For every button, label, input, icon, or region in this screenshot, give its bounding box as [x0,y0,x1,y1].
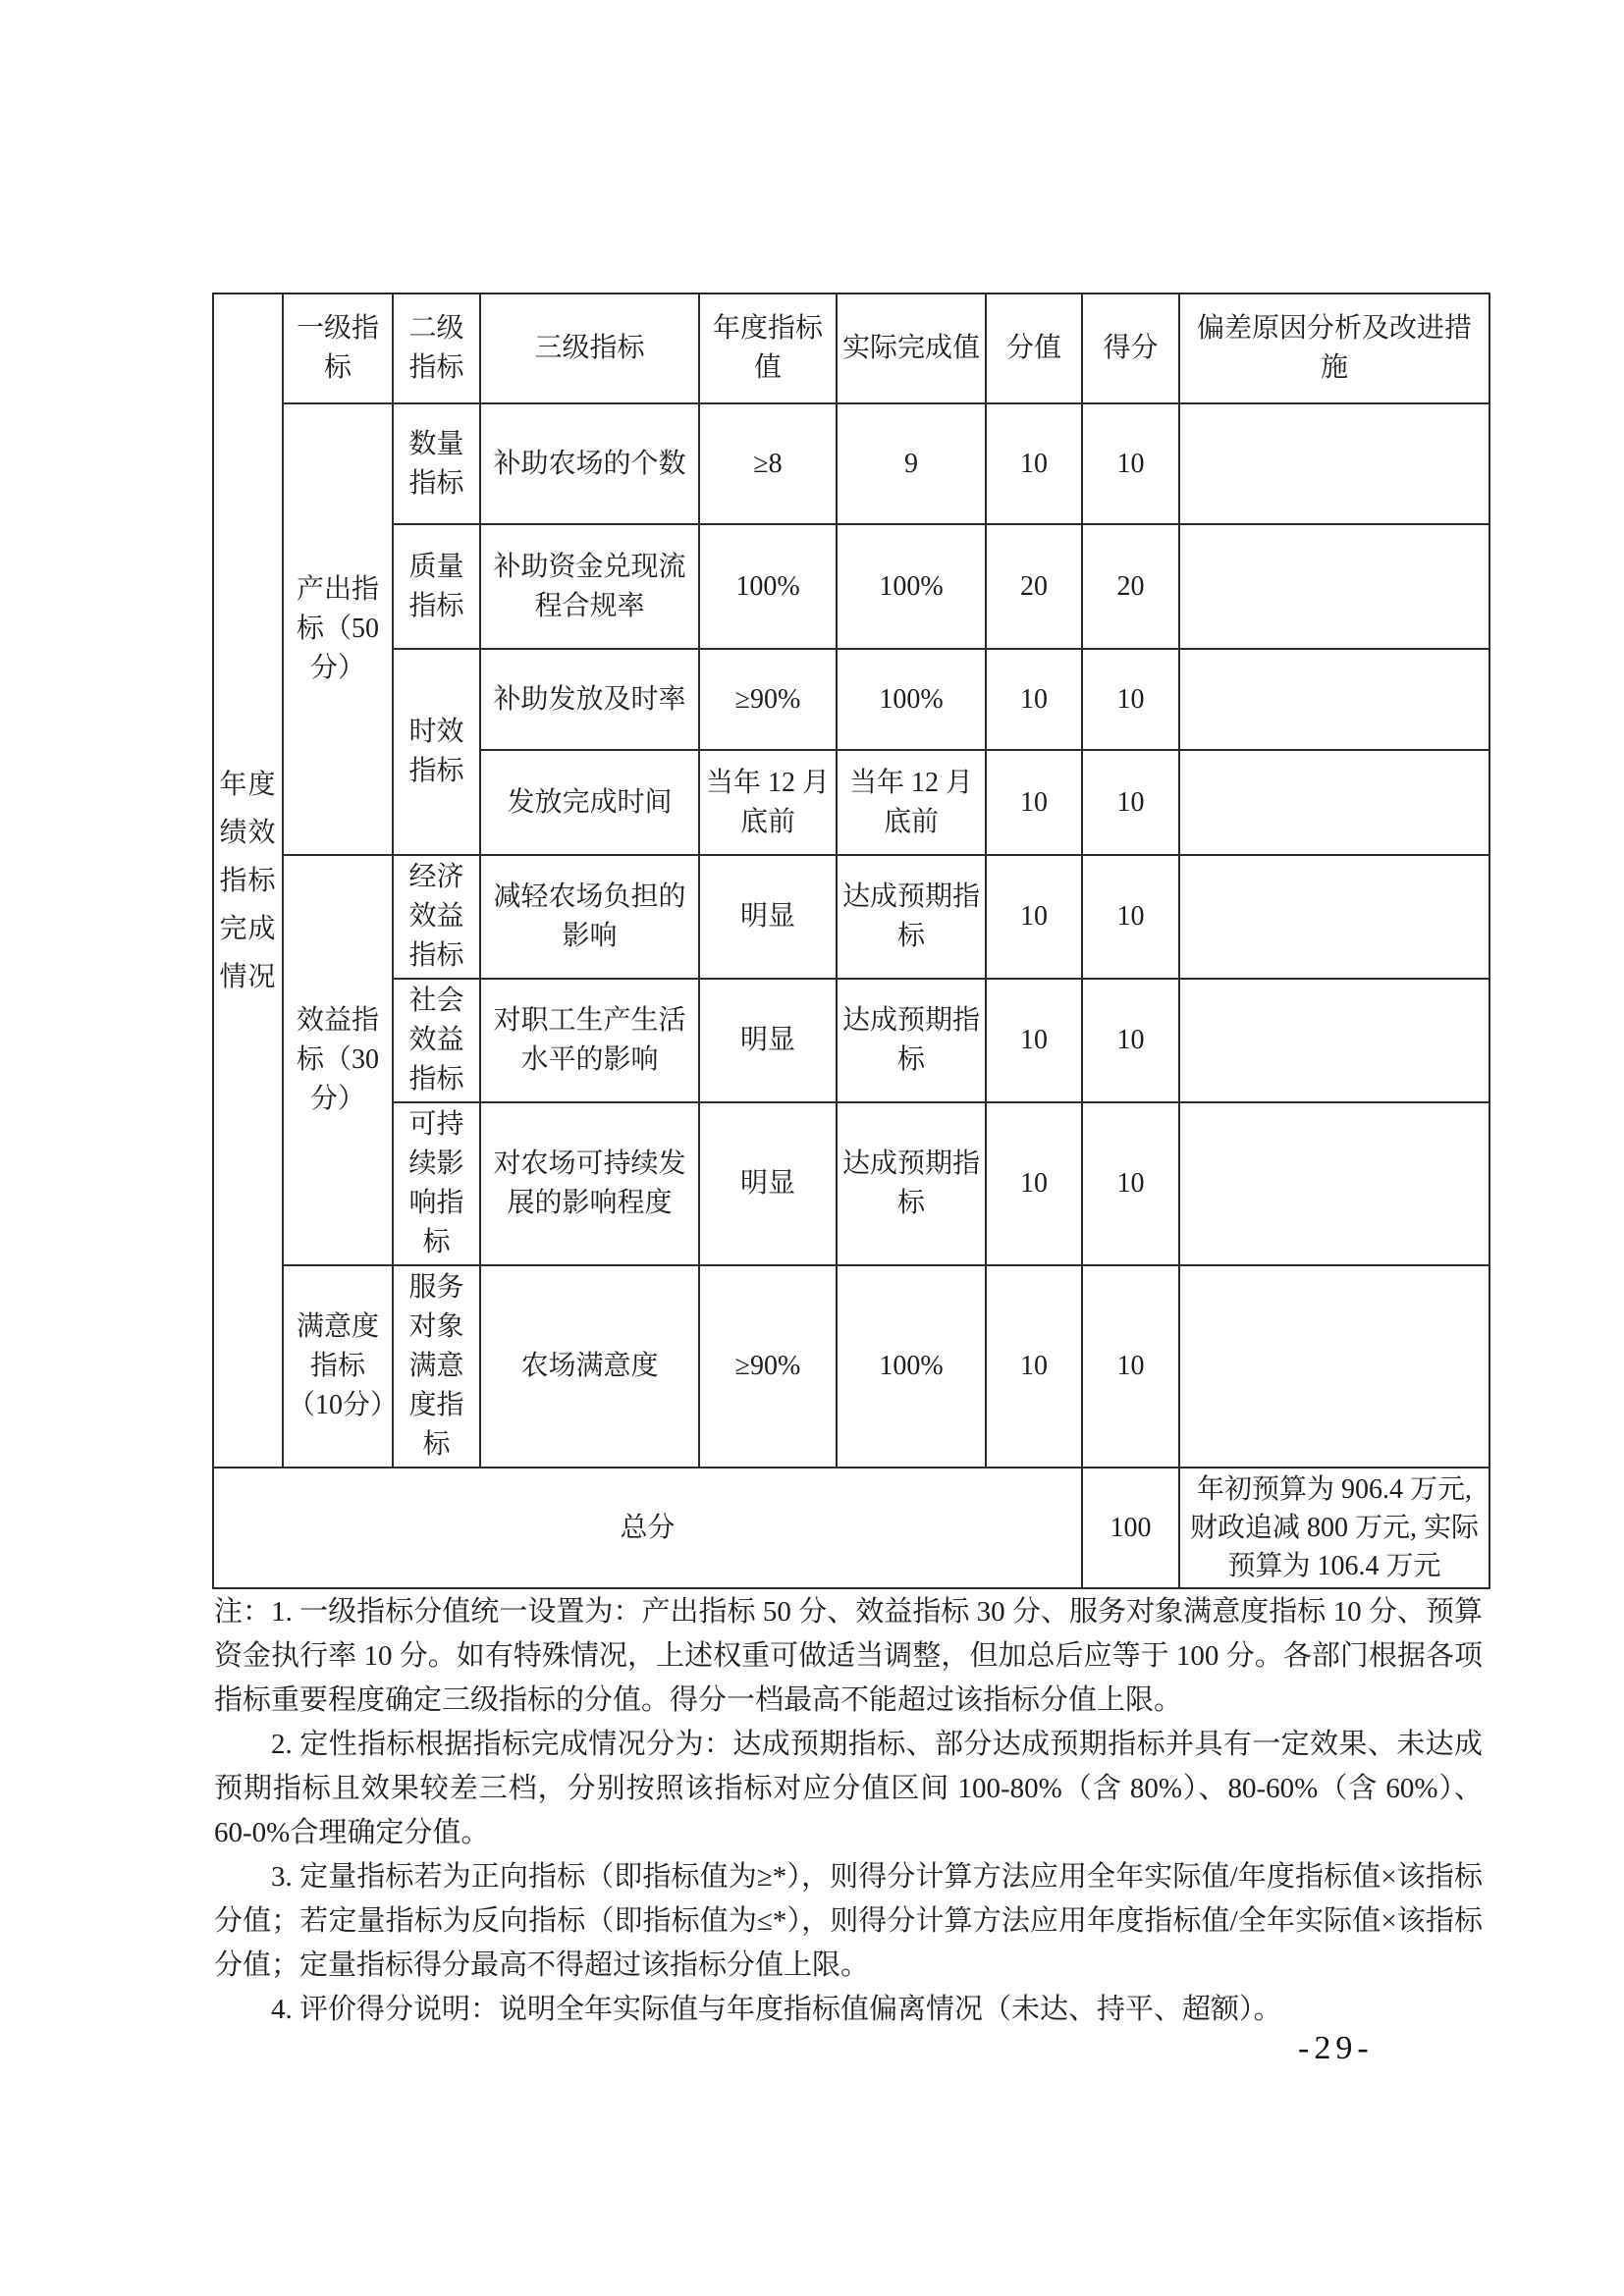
cell-actual: 9 [837,403,986,524]
header-annual-target: 年度指标值 [699,294,837,403]
page-number: -29- [1298,2030,1374,2066]
cell-score: 20 [1082,524,1179,649]
note-item: 注：1. 一级指标分值统一设置为：产出指标 50 分、效益指标 30 分、服务对象满意度指标 10 分、预算资金执行率 10 分。如有特殊情况，上述权重可做适当调整，但加总后应等于 100 分。各部门根据各项指标重要程度确定三级指标的分值。得分一档最高不能超过该指标分值上限。 [214,1596,1483,1716]
table-row [213,855,1489,979]
cell-target: 明显 [699,979,837,1102]
table-row [213,649,1489,750]
header-level3: 三级指标 [480,294,699,403]
note-item: 3. 定量指标若为正向指标（即指标值为≥*），则得分计算方法应用全年实际值/年度指标值×该指标分值；若定量指标为反向指标（即指标值为≤*），则得分计算方法应用年度指标值/全年实际值×该指标分值；定量指标得分最高不得超过该指标分值上限。 [214,1861,1483,1981]
group-benefit-cell: 效益指标（30分） [283,855,393,1265]
header-level1: 一级指标 [283,294,393,403]
cell-l3: 补助资金兑现流程合规率 [480,524,699,649]
cell-actual: 100% [837,1265,986,1468]
cell-l3: 减轻农场负担的影响 [480,855,699,979]
cell-score: 10 [1082,750,1179,855]
table-row [213,524,1489,649]
cell-l2: 时效指标 [393,649,480,855]
cell-target: 100% [699,524,837,649]
group-satisfaction-cell: 满意度指标（10分） [283,1265,393,1468]
note-item: 4. 评价得分说明：说明全年实际值与年度指标值偏离情况（未达、持平、超额）。 [271,1994,1282,2025]
total-label-cell: 总分 [213,1468,1082,1588]
table-row [213,979,1489,1102]
cell-score: 10 [1082,1102,1179,1265]
total-score-cell: 100 [1082,1468,1179,1588]
cell-points: 10 [986,1102,1082,1265]
cell-l2: 质量指标 [393,524,480,649]
footnotes [214,1590,1483,2032]
cell-target: 明显 [699,855,837,979]
table-row [213,1102,1489,1265]
cell-l2: 服务对象满意度指标 [393,1265,480,1468]
cell-l2: 可持续影响指标 [393,1102,480,1265]
header-row [213,294,1489,403]
total-remark-cell: 年初预算为 906.4 万元, 财政追减 800 万元, 实际预算为 106.4 万元 [1179,1468,1489,1588]
cell-points: 10 [986,750,1082,855]
header-actual: 实际完成值 [837,294,986,403]
cell-l3: 对职工生产生活水平的影响 [480,979,699,1102]
cell-l2: 数量指标 [393,403,480,524]
cell-deviation [1179,1102,1489,1265]
cell-target: 明显 [699,1102,837,1265]
cell-deviation [1179,649,1489,750]
cell-target: ≥8 [699,403,837,524]
header-points: 分值 [986,294,1082,403]
cell-score: 10 [1082,979,1179,1102]
cell-deviation [1179,403,1489,524]
cell-score: 10 [1082,1265,1179,1468]
header-score: 得分 [1082,294,1179,403]
cell-score: 10 [1082,855,1179,979]
cell-score: 10 [1082,403,1179,524]
group-output-cell: 产出指标（50分） [283,403,393,855]
cell-actual: 100% [837,649,986,750]
cell-deviation [1179,855,1489,979]
table-row [213,403,1489,524]
cell-actual: 100% [837,524,986,649]
cell-target: 当年 12 月底前 [699,750,837,855]
cell-points: 10 [986,649,1082,750]
header-deviation: 偏差原因分析及改进措施 [1179,294,1489,403]
cell-target: ≥90% [699,1265,837,1468]
cell-points: 10 [986,1265,1082,1468]
cell-deviation [1179,524,1489,649]
cell-points: 10 [986,855,1082,979]
cell-actual: 达成预期指标 [837,855,986,979]
cell-points: 10 [986,403,1082,524]
performance-table [212,293,1490,1589]
cell-l3: 补助农场的个数 [480,403,699,524]
cell-deviation [1179,979,1489,1102]
cell-points: 10 [986,979,1082,1102]
total-row [213,1468,1489,1588]
header-level2: 二级指标 [393,294,480,403]
cell-l2: 经济效益指标 [393,855,480,979]
cell-actual: 达成预期指标 [837,1102,986,1265]
cell-deviation [1179,750,1489,855]
side-label-cell: 年度绩效指标完成情况 [213,294,283,1468]
cell-l2: 社会效益指标 [393,979,480,1102]
table-row [213,1265,1489,1468]
note-item: 2. 定性指标根据指标完成情况分为：达成预期指标、部分达成预期指标并具有一定效果、未达成预期指标且效果较差三档，分别按照该指标对应分值区间 100-80%（含 80%）、80-60%（含 60%）、60-0%合理确定分值。 [214,1729,1483,1848]
cell-l3: 补助发放及时率 [480,649,699,750]
cell-deviation [1179,1265,1489,1468]
cell-score: 10 [1082,649,1179,750]
cell-points: 20 [986,524,1082,649]
cell-l3: 对农场可持续发展的影响程度 [480,1102,699,1265]
cell-actual: 当年 12 月底前 [837,750,986,855]
cell-target: ≥90% [699,649,837,750]
cell-l3: 发放完成时间 [480,750,699,855]
cell-l3: 农场满意度 [480,1265,699,1468]
cell-actual: 达成预期指标 [837,979,986,1102]
